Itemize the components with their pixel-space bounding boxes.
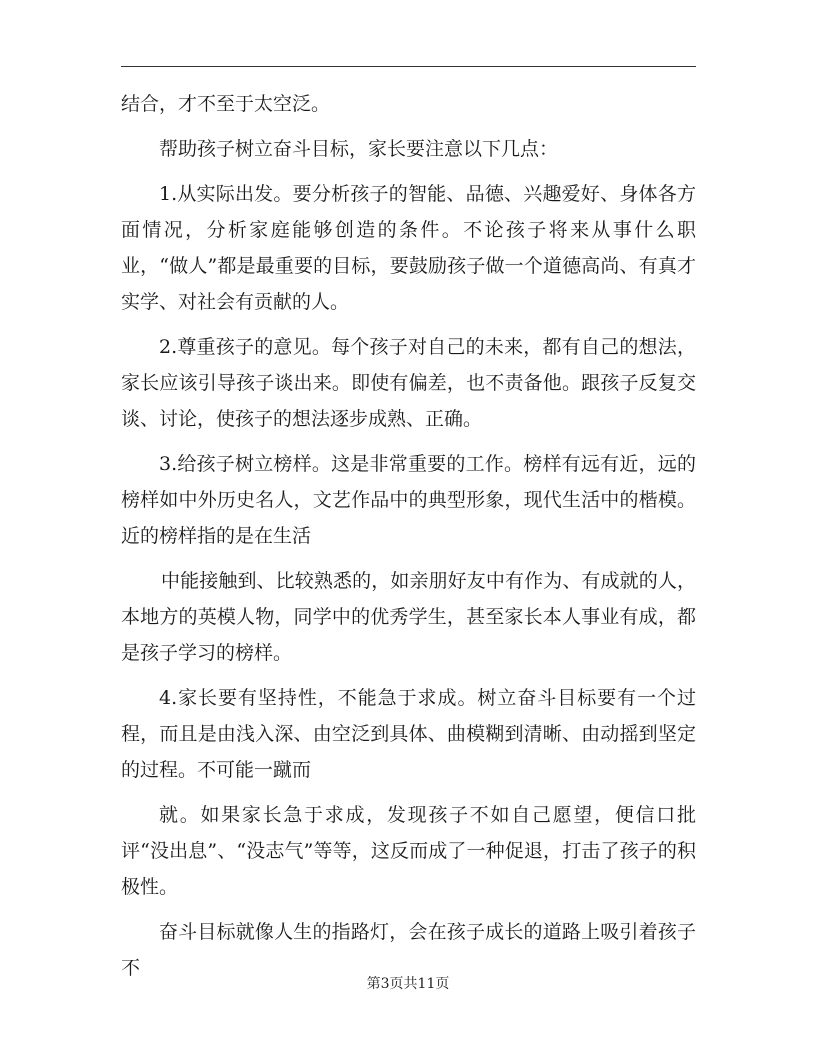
paragraph-continuation: 结合，才不至于太空泛。 [121, 93, 331, 115]
paragraph-point-3: 3.给孩子树立榜样。这是非常重要的工作。榜样有远有近，远的榜样如中外历史名人，文艺作品中的典型形象，现代生活中的楷模。近的榜样指的是在生活 [121, 453, 696, 547]
page-number: 第3页共11页 [366, 976, 450, 992]
paragraph-closing: 奋斗目标就像人生的指路灯，会在孩子成长的道路上吸引着孩子不 [121, 921, 696, 979]
paragraph-point-1: 1.从实际出发。要分析孩子的智能、品德、兴趣爱好、身体各方面情况，分析家庭能够创造的条件。不论孩子将来从事什么职业，“做人”都是最重要的目标，要鼓励孩子做一个道德高尚、有真才实学、对社会有贡献的人。 [121, 183, 696, 313]
paragraph-point-3-continued: 中能接触到、比较熟悉的，如亲朋好友中有作为、有成就的人，本地方的英模人物，同学中的优秀学生，甚至家长本人事业有成，都是孩子学习的榜样。 [121, 570, 696, 664]
paragraph-point-4-continued: 就。如果家长急于求成，发现孩子不如自己愿望，便信口批评“没出息”、“没志气”等等，这反而成了一种促退，打击了孩子的积极性。 [121, 804, 696, 898]
header-rule [121, 66, 696, 67]
paragraph-point-4: 4.家长要有坚持性，不能急于求成。树立奋斗目标要有一个过程，而且是由浅入深、由空泛到具体、曲模糊到清晰、由动摇到坚定的过程。不可能一蹴而 [121, 687, 696, 781]
paragraph-point-2: 2.尊重孩子的意见。每个孩子对自己的未来，都有自己的想法，家长应该引导孩子谈出来。即使有偏差，也不责备他。跟孩子反复交谈、讨论，使孩子的想法逐步成熟、正确。 [121, 336, 696, 430]
document-body [121, 86, 696, 986]
paragraph-intro: 帮助孩子树立奋斗目标，家长要注意以下几点： [159, 138, 559, 160]
